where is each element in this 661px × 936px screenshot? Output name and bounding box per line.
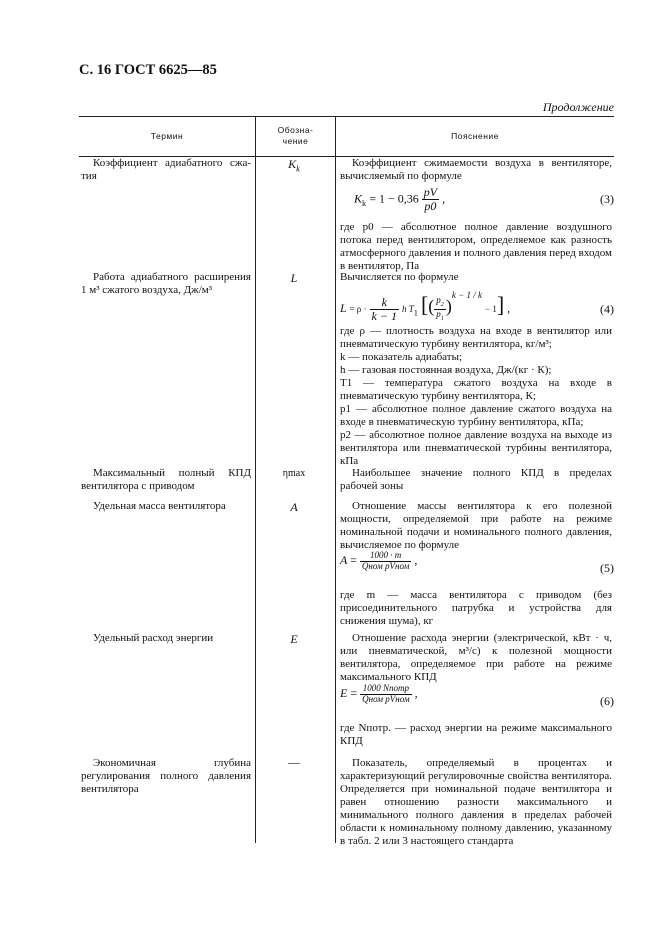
row-5-explanation: Отношение расхода энергии (электрической, кВт · ч, или пневматической, м³/с) к полезной мощности вентилятора, определяемое при работе на режиме максимального КПД — [340, 632, 612, 683]
column-divider-2 — [335, 116, 336, 843]
row-6-symbol: — — [288, 755, 300, 769]
row-5-note: где Nпотр. — расход энергии на режиме максимального КПД — [340, 722, 612, 747]
continuation-label: Продолжение — [542, 100, 614, 114]
row-5-term: Удельный расход энергии — [93, 632, 214, 644]
formula-3: $K_k = 1 - 0,36$ $\frac{pV}{p0}$ , — [354, 185, 446, 214]
row-2-symbol: L — [290, 271, 298, 285]
row-2-notes — [340, 325, 612, 468]
column-header-explanation: Пояснение — [451, 130, 499, 141]
row-4-term: Удельная масса вентилятора — [93, 500, 226, 512]
note-rho: где ρ — плотность воздуха на входе в вентилятор или пневматическую турбину вентилятора, кг/м³; — [340, 325, 612, 350]
row-3-term: Максимальный полный КПД вентилятора с приводом — [81, 467, 251, 492]
formula-4: L = ρ · $\frac{k}{k - 1}$ h $T_1$ [( $\frac{p_2}{p_1}$ )$^{k - 1 / k}$ − 1] , — [340, 290, 511, 323]
column-divider-1 — [255, 116, 256, 843]
row-4-note: где m — масса вентилятора с приводом (без присоединительного патрубка и устройства для снижения шума), кг — [340, 589, 612, 627]
note-h: h — газовая постоянная воздуха, Дж/(кг · К); — [340, 364, 552, 376]
equation-number-4: (4) — [600, 302, 614, 316]
equation-number-3: (3) — [600, 192, 614, 206]
column-header-symbol: Обозна- чение — [277, 125, 314, 146]
row-1-term: Коэффициент адиабатного сжа-тия — [81, 157, 251, 182]
page-header: С. 16 ГОСТ 6625—85 — [79, 62, 217, 78]
row-4-explanation: Отношение массы вентилятора к его полезной мощности, определяемой при работе на режиме номинальной подачи и номинального полного давления, вычисляемое по формуле — [340, 500, 612, 551]
row-2-explanation: Вычисляется по формуле — [340, 271, 459, 283]
formula-6: E = $\frac{\text{1000 Nпотр}}{\text{Qном pVном}}$ , — [340, 683, 418, 704]
column-header-term: Термин — [150, 130, 184, 141]
formula-5: A = $\frac{1000 \cdot m}{\text{Qном pVном}}$ , — [340, 550, 418, 571]
row-6-explanation: Показатель, определяемый в процентах и характеризующий регулировочные свойства вентилятора. Определяется при номинальной подаче вентилятора и равен отношению разности максимального и минимального полного давления в пределах рабочей области к номинальному полному давлению, указанному в табл. 2 или 3 настоящего стандарта — [340, 757, 612, 847]
note-k: k — показатель адиабаты; — [340, 351, 463, 363]
row-6-term: Экономичная глубина регулирования полного давления вентилятора — [81, 757, 251, 795]
row-3-symbol: ηmax — [282, 468, 306, 479]
note-p1: p1 — абсолютное полное давление сжатого воздуха на входе в пневматическую турбину вентилятора, кПа; — [340, 403, 612, 428]
note-t1: T1 — температура сжатого воздуха на входе в пневматическую турбину вентилятора, К; — [340, 377, 612, 402]
note-p2: p2 — абсолютное полное давление воздуха на выходе из вентилятора или пневматической турбины вентилятора, кПа — [340, 429, 612, 467]
equation-number-6: (6) — [600, 694, 614, 708]
equation-number-5: (5) — [600, 561, 614, 575]
row-1-symbol: $K_k$ — [288, 157, 300, 174]
row-1-explanation: Коэффициент сжимаемости воздуха в вентиляторе, вычисляемый по формуле — [340, 157, 612, 182]
row-4-symbol: A — [290, 500, 298, 514]
row-5-symbol: E — [290, 632, 298, 646]
row-1-note: где p0 — абсолютное полное давление воздушного потока перед вентилятором, определяемое как разность атмосферного давления и полного давления перед входом в вентилятор, Па — [340, 221, 612, 272]
row-3-explanation: Наибольшее значение полного КПД в пределах рабочей зоны — [340, 467, 612, 492]
row-2-term: Работа адиабатного расширения 1 м³ сжатого воздуха, Дж/м³ — [81, 271, 251, 296]
